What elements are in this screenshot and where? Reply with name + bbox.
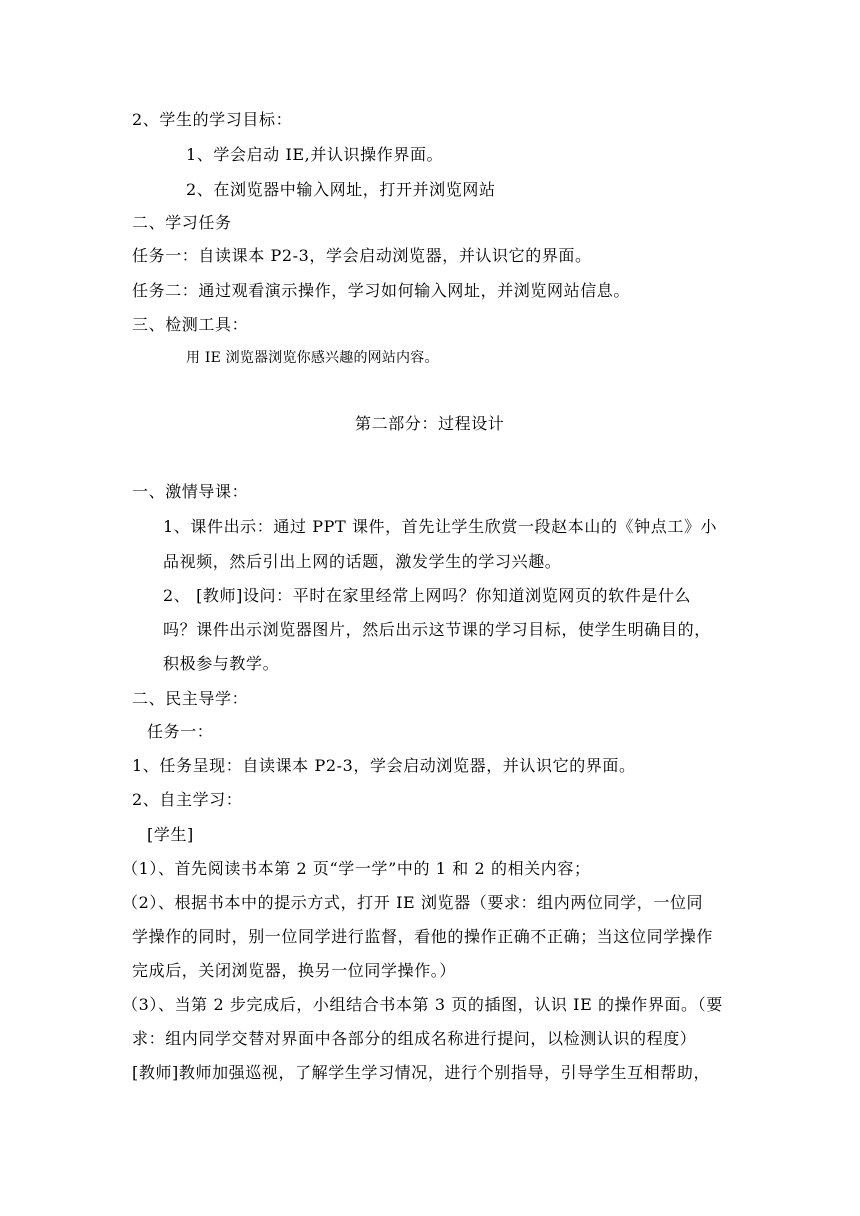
self-study-heading: 2、自主学习： bbox=[132, 790, 243, 809]
task-present: 1、任务呈现：自读课本 P2-3，学会启动浏览器，并认识它的界面。 bbox=[132, 756, 636, 775]
step-2-line2: 学操作的同时，别一位同学进行监督，看他的操作正确不正确；当这位同学操作 bbox=[132, 927, 714, 946]
intro-p2-line2: 吗？课件出示浏览器图片，然后出示这节课的学习目标，使学生明确目的， bbox=[163, 620, 711, 639]
intro-p2-line1: 2、 [教师]设问：平时在家里经常上网吗？你知道浏览网页的软件是什么 bbox=[163, 586, 692, 605]
step-2-line3: 完成后，关闭浏览器，换另一位同学操作。） bbox=[132, 961, 457, 980]
intro-p1-line2: 品视频，然后引出上网的话题，激发学生的学习兴趣。 bbox=[163, 552, 562, 571]
step-3-line2: 求：组内同学交替对界面中各部分的组成名称进行提问，以检测认识的程度） bbox=[132, 1029, 697, 1048]
intro-p1-line1: 1、课件出示：通过 PPT 课件，首先让学生欣赏一段赵本山的《钟点工》小 bbox=[163, 517, 718, 536]
democratic-heading: 二、民主导学： bbox=[132, 689, 249, 708]
task-2-text: 任务二：通过观看演示操作，学习如何输入网址，并浏览网站信息。 bbox=[132, 281, 631, 300]
task-one-label: 任务一： bbox=[147, 722, 214, 741]
goal-item-1: 1、学会启动 IE,并认识操作界面。 bbox=[186, 145, 444, 164]
tasks-heading: 二、学习任务 bbox=[132, 213, 232, 232]
step-2-line1: （2）、根据书本中的提示方式，打开 IE 浏览器（要求：组内两位同学，一位同 bbox=[122, 893, 704, 912]
tools-item: 用 IE 浏览器浏览你感兴趣的网站内容。 bbox=[186, 350, 439, 366]
student-tag: [学生] bbox=[147, 825, 194, 844]
goal-item-2: 2、在浏览器中输入网址，打开并浏览网站 bbox=[186, 180, 496, 199]
teacher-line: [教师]教师加强巡视，了解学生学习情况，进行个别指导，引导学生互相帮助， bbox=[132, 1063, 711, 1082]
part2-title: 第二部分：过程设计 bbox=[355, 414, 505, 433]
task-1-text: 任务一：自读课本 P2-3，学会启动浏览器，并认识它的界面。 bbox=[132, 246, 592, 265]
intro-p2-line3: 积极参与教学。 bbox=[163, 654, 280, 673]
step-1-text: （1）、首先阅读书本第 2 页“学一学”中的 1 和 2 的相关内容； bbox=[122, 859, 591, 878]
goals-heading: 2、学生的学习目标： bbox=[132, 110, 293, 129]
intro-heading: 一、激情导课： bbox=[132, 482, 249, 501]
tools-heading: 三、检测工具： bbox=[132, 315, 249, 334]
step-3-line1: （3）、当第 2 步完成后，小组结合书本第 3 页的插图，认识 IE 的操作界面。（要 bbox=[122, 995, 723, 1014]
